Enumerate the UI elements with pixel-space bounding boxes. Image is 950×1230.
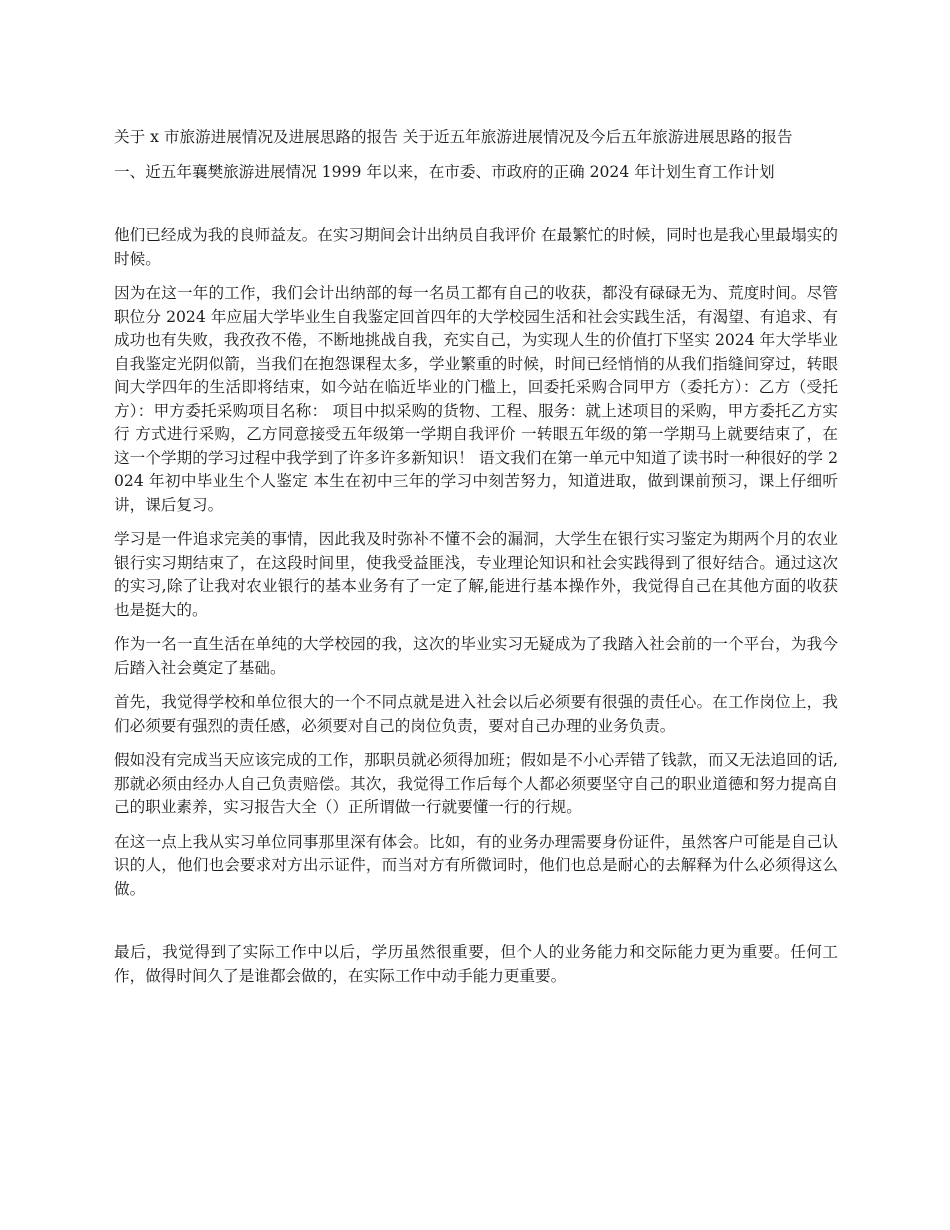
body-paragraph: 首先，我觉得学校和单位很大的一个不同点就是进入社会以后必须要有很强的责任心。在工作岗位上，我们必须要有强烈的责任感，必须要对自己的岗位负责，要对自己办理的业务负责。 [114,693,838,735]
document-title-paragraph: 关于 x 市旅游进展情况及进展思路的报告 关于近五年旅游进展情况及今后五年旅游进展思路的报告 [114,128,793,146]
body-paragraph: 作为一名一直生活在单纯的大学校园的我，这次的毕业实习无疑成为了我踏入社会前的一个平台，为我今后踏入社会奠定了基础。 [114,635,838,677]
body-paragraph: 假如没有完成当天应该完成的工作，那职员就必须得加班；假如是不小心弄错了钱款，而又无法追回的话,那就必须由经办人自己负责赔偿。其次，我觉得工作后每个人都必须要坚守自己的职业道德和努力提高自己的职业素养，实习报告大全（）正所谓做一行就要懂一行的行规。 [114,751,838,816]
body-paragraph: 在这一点上我从实习单位同事那里深有体会。比如，有的业务办理需要身份证件，虽然客户可能是自己认识的人，他们也会要求对方出示证件，而当对方有所微词时，他们也总是耐心的去解释为什么必须得这么做。 [114,832,838,898]
document-body [114,126,838,999]
section-heading-paragraph: 一、近五年襄樊旅游进展情况 1999 年以来，在市委、市政府的正确 2024 年计划生育工作计划 [114,162,775,181]
body-paragraph: 学习是一件追求完美的事情，因此我及时弥补不懂不会的漏洞，大学生在银行实习鉴定为期两个月的农业银行实习期结束了，在这段时间里，使我受益匪浅，专业理论知识和社会实践得到了很好结合。通过这次的实习,除了让我对农业银行的基本业务有了一定了解,能进行基本操作外，我觉得自己在其他方面的收获也是挺大的。 [114,530,838,619]
body-paragraph: 他们已经成为我的良师益友。在实习期间会计出纳员自我评价 在最繁忙的时候，同时也是我心里最塌实的时候。 [114,226,838,268]
closing-paragraph: 最后，我觉得到了实际工作中以后，学历虽然很重要，但个人的业务能力和交际能力更为重要。任何工作，做得时间久了是谁都会做的，在实际工作中动手能力更重要。 [114,943,838,985]
body-paragraph: 因为在这一年的工作，我们会计出纳部的每一名员工都有自己的收获，都没有碌碌无为、荒度时间。尽管职位分 2024 年应届大学毕业生自我鉴定回首四年的大学校园生活和社会实践生活，有渴望、有追求、有成功也有失败，我孜孜不倦，不断地挑战自我，充实自己，为实现人生的价值打下坚实 2024 年大学毕业自我鉴定光阴似箭，当我们在抱怨课程太多，学业繁重的时候，时间已经悄悄的从我们指缝间穿过，转眼间大学四年的生活即将结束，如今站在临近毕业的门槛上，回委托采购合同甲方（委托方）：乙方（受托方）：甲方委托采购项目名称： 项目中拟采购的货物、工程、服务：就上述项目的采购，甲方委托乙方实行 方式进行采购，乙方同意接受五年级第一学期自我评价 一转眼五年级的第一学期马上就要结束了，在这一个学期的学习过程中我学到了许多许多新知识！ 语文我们在第一单元中知道了读书时一种很好的学 2024 年初中毕业生个人鉴定 本生在初中三年的学习中刻苦努力，知道进取，做到课前预习，课上仔细听讲，课后复习。 [114,284,838,514]
